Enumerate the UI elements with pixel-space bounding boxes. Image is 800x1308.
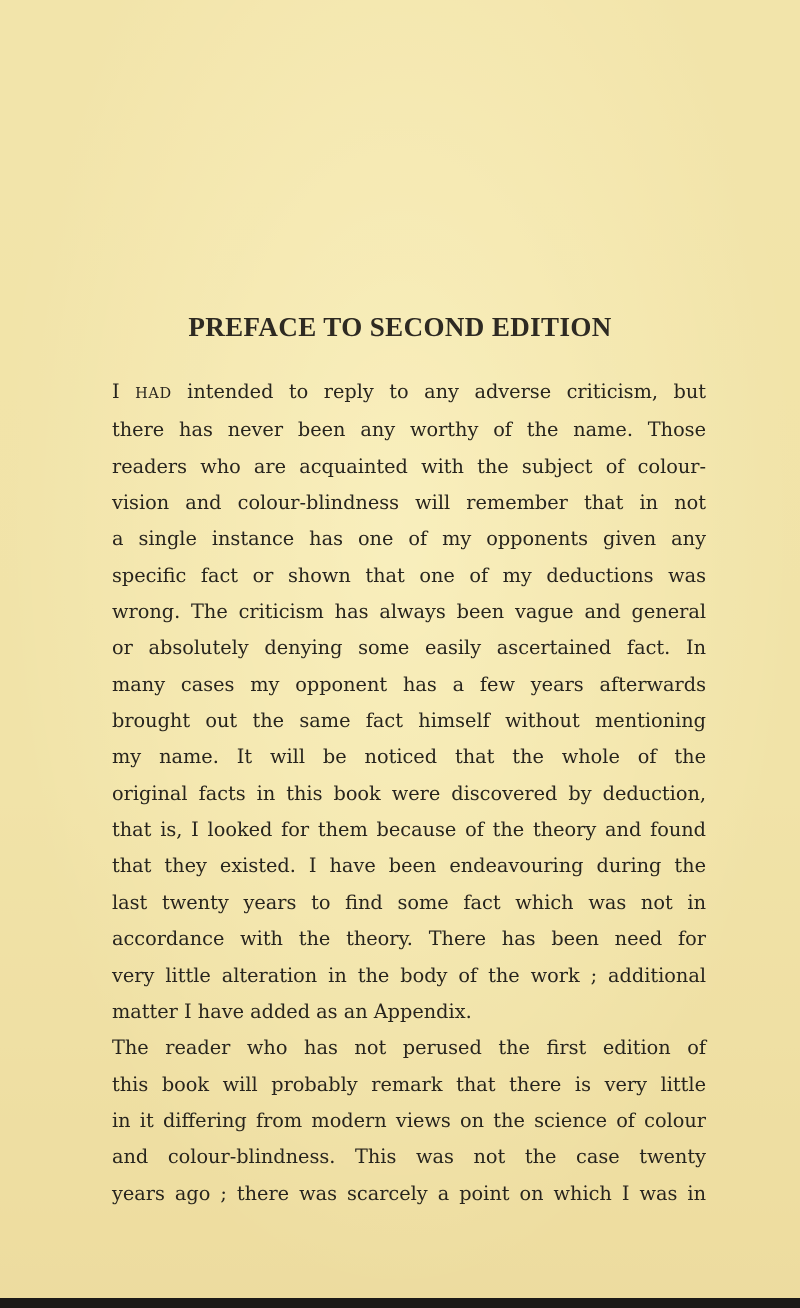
text-line-8: or absolutely denying some easily ascertained fact. In — [112, 636, 706, 660]
text-line-22: and colour-blindness. This was not the case twenty — [112, 1145, 706, 1169]
text-line-13: that is, I looked for them because of the theory and found — [112, 818, 706, 842]
text-line-4: vision and colour-blindness will remember that in not — [112, 491, 706, 515]
text-line-12: original facts in this book were discovered by deduction, — [112, 781, 706, 805]
text-line-5: a single instance has one of my opponents given any — [112, 527, 706, 551]
text-line-14: that they existed. I have been endeavouring during the — [112, 854, 706, 878]
text-line-18: matter I have added as an Appendix. — [112, 999, 472, 1023]
text-line-16: accordance with the theory. There has been need for — [112, 927, 706, 951]
text-line-17: very little alteration in the body of the work ; additional — [112, 963, 706, 987]
text-line-19: The reader who has not perused the first edition of — [112, 1036, 706, 1060]
text-line-1 — [112, 374, 706, 412]
text-line-3: readers who are acquainted with the subject of colour- — [112, 454, 706, 478]
text-line-21: in it differing from modern views on the science of colour — [112, 1108, 706, 1132]
text-line-2: there has never been any worthy of the name. Those — [112, 418, 706, 442]
text-line-9: many cases my opponent has a few years afterwards — [112, 672, 706, 696]
text-line-7: wrong. The criticism has always been vague and general — [112, 600, 706, 624]
text-line-11: my name. It will be noticed that the whole of the — [112, 745, 706, 769]
text-line-15: last twenty years to find some fact which was not in — [112, 890, 706, 914]
preface-heading: PREFACE TO SECOND EDITION — [188, 312, 612, 342]
line-1-rest: intended to reply to any adverse criticism, but — [171, 380, 706, 403]
text-line-23: years ago ; there was scarcely a point on which I was in — [112, 1181, 706, 1205]
text-line-10: brought out the same fact himself without mentioning — [112, 709, 706, 733]
text-line-6: specific fact or shown that one of my deductions was — [112, 563, 706, 587]
text-line-20: this book will probably remark that there is very little — [112, 1072, 706, 1096]
first-word-small-caps: HAD — [135, 386, 172, 402]
page-bottom-edge — [0, 1298, 800, 1308]
first-word: I — [112, 380, 120, 403]
preface-body — [112, 374, 706, 1212]
